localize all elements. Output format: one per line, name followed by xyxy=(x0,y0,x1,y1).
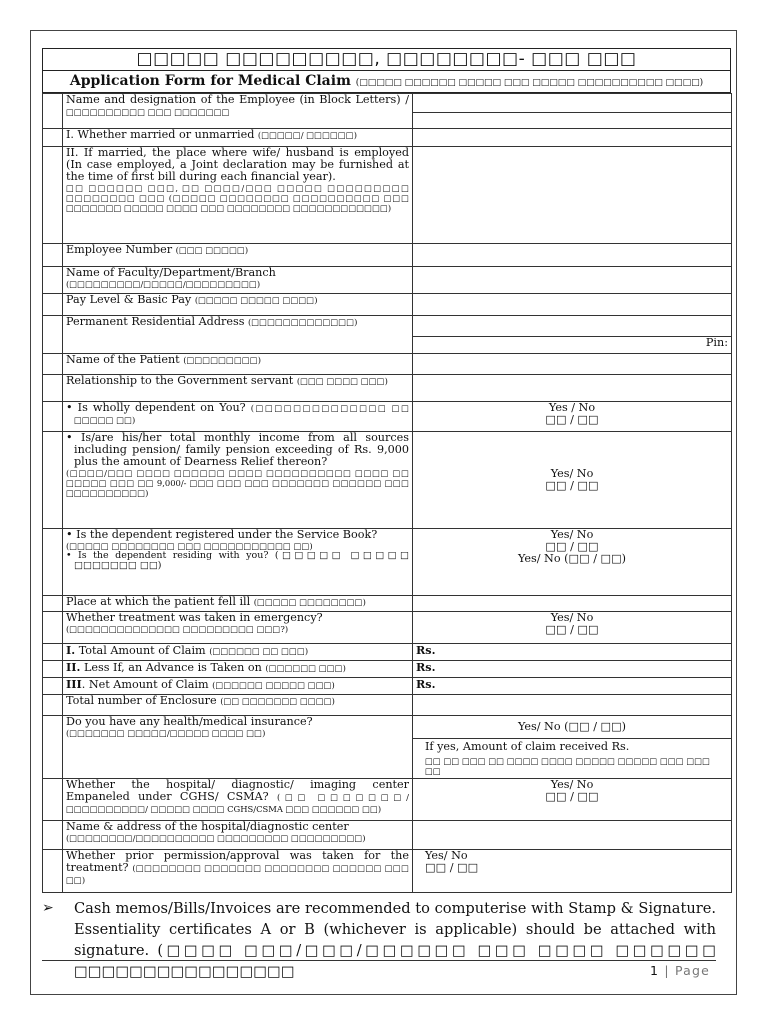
label-employee-number: Employee Number (□□□ □□□□□) xyxy=(63,244,413,267)
row-insurance-top xyxy=(43,716,732,739)
row-dependent xyxy=(43,402,732,432)
label-address: Permanent Residential Address (□□□□□□□□□□□□□) xyxy=(63,316,413,354)
page-separator: | xyxy=(659,963,675,978)
row-faculty xyxy=(43,267,732,294)
monthly-income-choice[interactable]: Yes/ No □□ / □□ xyxy=(413,432,732,529)
form-title: □□□□□ □□□□□□□□□, □□□□□□□□- □□□ □□□ xyxy=(42,48,731,71)
label-total-claim: I. Total Amount of Claim (□□□□□□ □□ □□□) xyxy=(63,644,413,661)
label-wholly-dependent: • Is wholly dependent on You? (□□□□□□□□□□□□□□ □□ □□□□□ □□) xyxy=(63,402,413,432)
place-ill-field[interactable] xyxy=(413,596,732,612)
row-hospital xyxy=(43,821,732,850)
employee-name-field[interactable] xyxy=(413,94,732,113)
pin-field[interactable]: Pin: xyxy=(413,337,732,354)
net-claim-field[interactable]: Rs. xyxy=(413,678,732,695)
row-name-top xyxy=(43,94,732,113)
label-place-ill: Place at which the patient fell ill (□□□□□ □□□□□□□□) xyxy=(63,596,413,612)
row-net-claim xyxy=(43,678,732,695)
row-patient xyxy=(43,354,732,375)
label-patient-name: Name of the Patient (□□□□□□□□□) xyxy=(63,354,413,375)
row-prior-permission xyxy=(43,850,732,893)
relationship-field[interactable] xyxy=(413,375,732,402)
row-address-top xyxy=(43,316,732,337)
row-advance xyxy=(43,661,732,678)
claim-form-table xyxy=(42,93,732,893)
label-employee-name: Name and designation of the Employee (in Block Letters) / □□□□□□□□□□ □□□ □□□□□□□ xyxy=(63,94,413,129)
emergency-choice[interactable]: Yes/ No □□ / □□ xyxy=(413,612,732,644)
label-spouse-employment: II. If married, the place where wife/ husband is employed (In case employed, a Joint declaration may be furnished at the time of first bill during each financial year). □□ □□□□□□ □□□, □□ □□□□/□□□ □□□□□ □□□□□□□□□ □□□□□□□□ □□□ (□□□□□ □□□□□□□□ □□□□□□□□□□ □□□ □□□□□□□ □□□□□ □□□□ □□□ □□□□□□□□ □□□□□□□□□□□□) xyxy=(63,147,413,244)
label-prior-permission: Whether prior permission/approval was taken for the treatment? (□□□□□□□□ □□□□□□□ □□□□□□□□ □□□□□□ □□□ □□) xyxy=(63,850,413,893)
label-pay-level: Pay Level & Basic Pay (□□□□□ □□□□□ □□□□) xyxy=(63,294,413,316)
insurance-choice[interactable]: Yes/ No (□□ / □□) xyxy=(413,716,732,739)
label-hospital: Name & address of the hospital/diagnostic center (□□□□□□□□/□□□□□□□□□□ □□□□□□□□□ □□□□□□□□□) xyxy=(63,821,413,850)
label-emergency: Whether treatment was taken in emergency? (□□□□□□□□□□□□□□ □□□□□□□□□ □□□?) xyxy=(63,612,413,644)
label-faculty: Name of Faculty/Department/Branch (□□□□□□□□□/□□□□□/□□□□□□□□□) xyxy=(63,267,413,294)
row-enclosure xyxy=(43,695,732,716)
empanel-choice[interactable]: Yes/ No □□ / □□ xyxy=(413,779,732,821)
row-registered xyxy=(43,529,732,596)
pay-level-field[interactable] xyxy=(413,294,732,316)
married-field[interactable] xyxy=(413,129,732,147)
page-footer xyxy=(650,963,710,978)
employee-number-field[interactable] xyxy=(413,244,732,267)
row-pay xyxy=(43,294,732,316)
note-text: Cash memos/Bills/Invoices are recommended to computerise with Stamp & Signature. Essentiality certificates A or B (whichever is applicable) should be attached with signature. (□□□□ □□□/□□□/□□□□□□ □□□ □□□□ □□□□□□ □□□□□□□□□□□□□□□□ xyxy=(74,900,716,980)
row-employee-number xyxy=(43,244,732,267)
arrow-bullet-icon: ➢ xyxy=(42,900,54,916)
spouse-employment-field[interactable] xyxy=(413,147,732,244)
hospital-field[interactable] xyxy=(413,821,732,850)
row-relationship xyxy=(43,375,732,402)
total-claim-field[interactable]: Rs. xyxy=(413,644,732,661)
address-field[interactable] xyxy=(413,316,732,337)
employee-designation-field[interactable] xyxy=(413,113,732,129)
row-empanel xyxy=(43,779,732,821)
label-married: I. Whether married or unmarried (□□□□□/ □□□□□□) xyxy=(63,129,413,147)
row-place-ill xyxy=(43,596,732,612)
label-enclosure: Total number of Enclosure (□□ □□□□□□□ □□□□) xyxy=(63,695,413,716)
row-emergency xyxy=(43,612,732,644)
form-subtitle xyxy=(42,71,731,93)
subtitle-english: Application Form for Medical Claim xyxy=(69,73,351,89)
label-insurance: Do you have any health/medical insurance? (□□□□□□□ □□□□□/□□□□□ □□□□ □□) xyxy=(63,716,413,779)
prior-permission-choice[interactable]: Yes/ No □□ / □□ xyxy=(413,850,732,893)
enclosure-field[interactable] xyxy=(413,695,732,716)
page-number: 1 xyxy=(650,963,660,978)
label-service-book: • Is the dependent registered under the Service Book? (□□□□□ □□□□□□□□ □□□ □□□□□□□□□□□ □□) • Is the dependent residing with you? (□□□□□ □□□□□ □□□□□□□ □□) xyxy=(63,529,413,596)
label-relationship: Relationship to the Government servant (□□□ □□□□ □□□) xyxy=(63,375,413,402)
advance-field[interactable]: Rs. xyxy=(413,661,732,678)
wholly-dependent-choice[interactable]: Yes / No □□ / □□ xyxy=(413,402,732,432)
row-income xyxy=(43,432,732,529)
label-monthly-income: • Is/are his/her total monthly income from all sources including pension/ family pension exceeding of Rs. 9,000 plus the amount of Dearness Relief thereon? (□□□□/□□□ □□□□ □□□□□□ □□□□ □□□□□□□□□□ □□□□ □□ □□□□□ □□□ □□ 9,000/- □□□ □□□ □□□ □□□□□□□ □□□□□□ □□□ □□□□□□□□□□) xyxy=(63,432,413,529)
label-empanel: Whether the hospital/ diagnostic/ imaging center Empaneled under CGHS/ CSMA? (□□ □□□□□□□/ □□□□□□□□□□/ □□□□□ □□□□ CGHS/CSMA □□□ □□□□□□ □□) xyxy=(63,779,413,821)
row-spouse xyxy=(43,147,732,244)
row-married xyxy=(43,129,732,147)
insurance-amount-field[interactable]: If yes, Amount of claim received Rs. □□ □□ □□□ □□ □□□□ □□□□ □□□□□ □□□□□ □□□ □□□ □□ xyxy=(413,739,732,779)
faculty-field[interactable] xyxy=(413,267,732,294)
note-divider xyxy=(42,960,716,961)
patient-name-field[interactable] xyxy=(413,354,732,375)
subtitle-hindi: (□□□□□ □□□□□□ □□□□□ □□□ □□□□□ □□□□□□□□□□ □□□□) xyxy=(355,78,704,88)
row-total-claim xyxy=(43,644,732,661)
page-word: Page xyxy=(674,963,710,978)
label-net-claim: III. Net Amount of Claim (□□□□□□ □□□□□ □□□) xyxy=(63,678,413,695)
service-book-choice[interactable]: Yes/ No □□ / □□ Yes/ No (□□ / □□) xyxy=(413,529,732,596)
label-advance: II. Less If, an Advance is Taken on (□□□□□□ □□□) xyxy=(63,661,413,678)
